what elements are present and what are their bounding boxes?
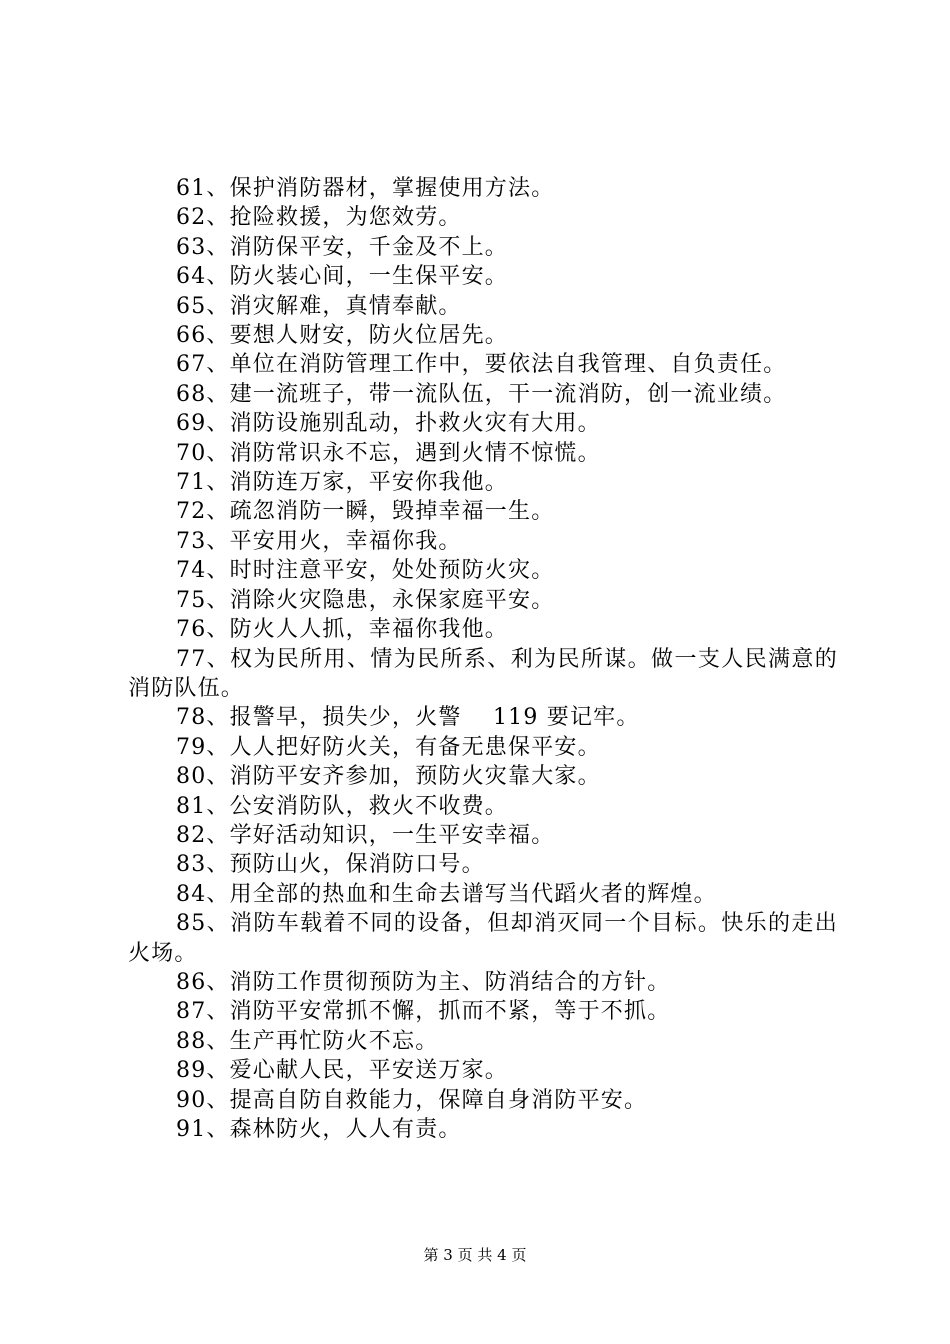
list-item: 80、消防平安齐参加，预防火灾靠大家。 <box>176 764 601 790</box>
page-footer: 第 3 页 共 4 页 <box>423 1246 527 1264</box>
list-item: 66、要想人财安，防火位居先。 <box>176 323 508 349</box>
list-item: 89、爱心献人民，平安送万家。 <box>176 1058 508 1084</box>
list-item: 86、消防工作贯彻预防为主、防消结合的方针。 <box>176 969 671 995</box>
list-item: 74、时时注意平安，处处预防火灾。 <box>176 558 555 584</box>
list-item: 91、森林防火，人人有责。 <box>176 1117 462 1142</box>
list-item: 63、消防保平安，千金及不上。 <box>176 234 508 260</box>
list-item: 79、人人把好防火关，有备无患保平安。 <box>176 734 601 760</box>
list-item: 61、保护消防器材，掌握使用方法。 <box>176 176 555 201</box>
list-item: 64、防火装心间，一生保平安。 <box>176 264 508 290</box>
list-item: 68、建一流班子，带一流队伍，干一流消防，创一流业绩。 <box>176 381 787 407</box>
list-item: 76、防火人人抓，幸福你我他。 <box>176 617 508 643</box>
list-item: 78、报警早，损失少，火警 119 要记牢。 <box>176 705 640 731</box>
slogan-list <box>128 174 838 1144</box>
list-item: 70、消防常识永不忘，遇到火情不惊慌。 <box>176 440 601 466</box>
list-item: 84、用全部的热血和生命去谱写当代蹈火者的辉煌。 <box>176 881 717 907</box>
list-item: 82、学好活动知识，一生平安幸福。 <box>176 822 555 848</box>
list-item: 71、消防连万家，平安你我他。 <box>176 470 508 496</box>
list-item: 81、公安消防队，救火不收费。 <box>176 793 508 819</box>
list-item: 72、疏忽消防一瞬，毁掉幸福一生。 <box>176 499 555 525</box>
list-item: 69、消防设施别乱动，扑救火灾有大用。 <box>176 411 601 437</box>
list-item: 62、抢险救援，为您效劳。 <box>176 205 462 231</box>
list-item: 73、平安用火，幸福你我。 <box>176 528 462 554</box>
list-item: 75、消除火灾隐患，永保家庭平安。 <box>176 587 555 613</box>
list-item: 85、消防车载着不同的设备，但却消灭同一个目标。快乐的走出火场。 <box>128 911 838 966</box>
list-item: 67、单位在消防管理工作中，要依法自我管理、自负责任。 <box>176 352 787 378</box>
list-item: 90、提高自防自救能力，保障自身消防平安。 <box>176 1087 648 1113</box>
list-item: 65、消灾解难，真情奉献。 <box>176 293 462 319</box>
list-item: 88、生产再忙防火不忘。 <box>176 1028 439 1054</box>
list-item: 77、权为民所用、情为民所系、利为民所谋。做一支人民满意的消防队伍。 <box>128 646 838 701</box>
list-item: 87、消防平安常抓不懈，抓而不紧，等于不抓。 <box>176 999 671 1025</box>
list-item: 83、预防山火，保消防口号。 <box>176 852 485 878</box>
